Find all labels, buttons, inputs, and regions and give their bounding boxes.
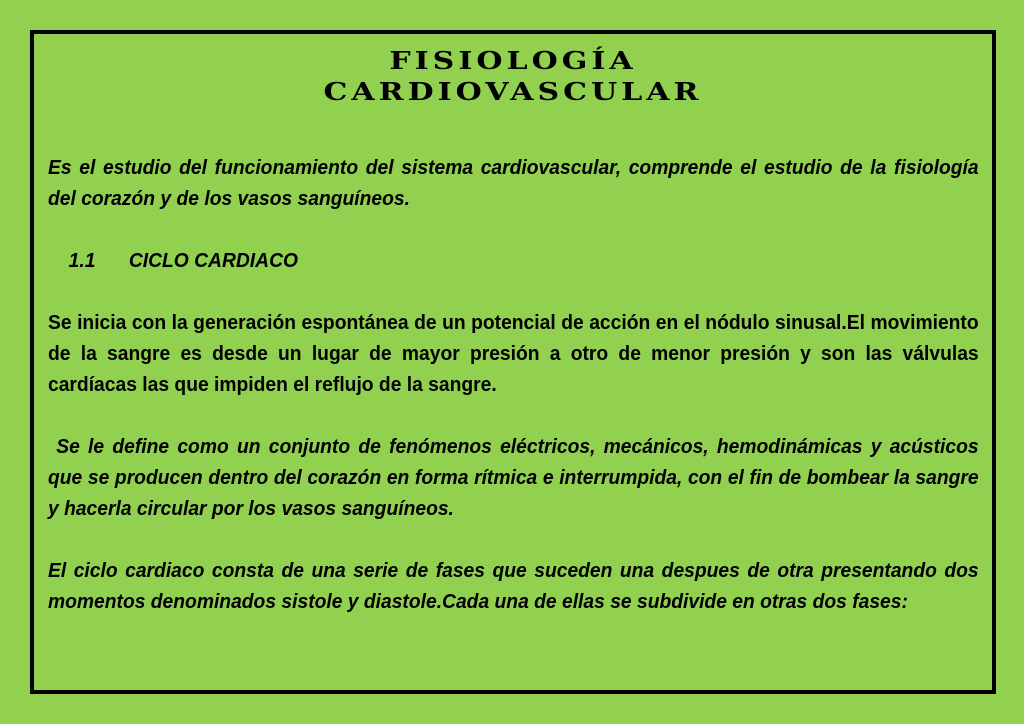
paragraph-1: Se inicia con la generación espontánea de un potencial de acción en el nódulo sinusal.El movimiento de la sangre es desde un lugar de mayor presión a otro de menor presión y son las válvulas cardíacas las que impiden el reflujo de la sangre. (48, 311, 979, 396)
section-title: CICLO CARDIACO (128, 249, 298, 272)
section-number: 1.1 (68, 249, 96, 272)
title-line-1: FISIOLOGÍA (389, 46, 637, 76)
spacer (48, 214, 982, 245)
intro-paragraph: Es el estudio del funcionamiento del sistema cardiovascular, comprende el estudio de la fisiología del corazón y de los vasos sanguíneos. (48, 156, 979, 210)
body-content (48, 152, 982, 617)
page-title (34, 46, 992, 108)
paragraph-2: Se le define como un conjunto de fenómenos eléctricos, mecánicos, hemodinámicas y acústicos que se producen dentro del corazón en forma rítmica e interrumpida, con el fin de bombear la sangre y hacerla circular por los vasos sanguíneos. (48, 435, 984, 520)
section-heading (48, 245, 926, 276)
spacer (48, 400, 982, 431)
spacer (48, 276, 982, 307)
spacer (48, 524, 982, 555)
title-line-2: CARDIOVASCULAR (323, 77, 703, 107)
paragraph-3: El ciclo cardiaco consta de una serie de fases que suceden una despues de otra presentando dos momentos denominados sistole y diastole.Cada una de ellas se subdivide en otras dos fases: (48, 559, 979, 613)
slide-frame (30, 30, 996, 694)
